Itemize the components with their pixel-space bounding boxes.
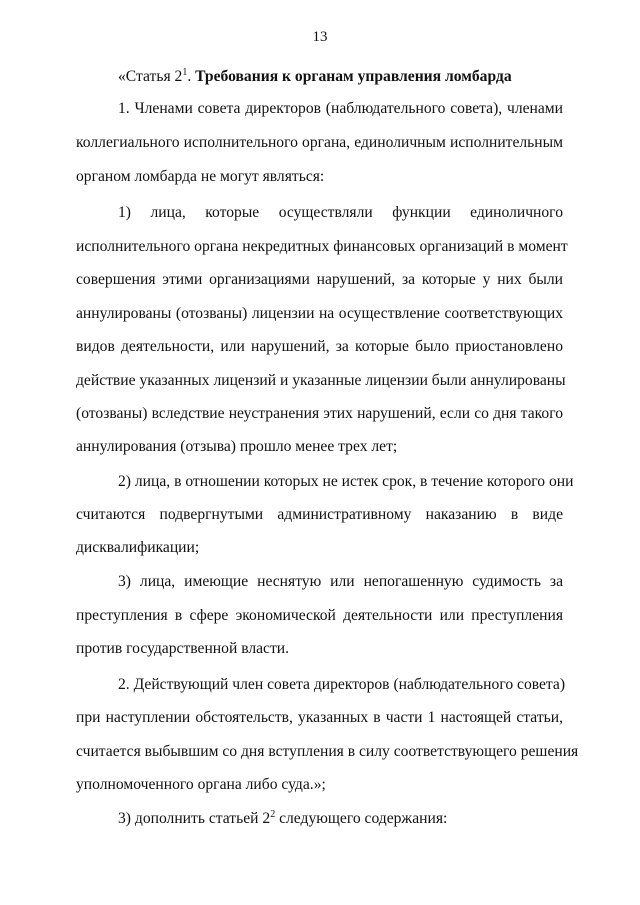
article-heading-title: Требования к органам управления ломбарда: [195, 68, 512, 85]
text-line: уполномоченного органа либо суда.»;: [76, 776, 326, 793]
text-line: аннулированы (отозваны) лицензии на осуществление соответствующих: [76, 305, 563, 322]
text-line: действие указанных лицензий и указанные лицензии были аннулированы: [76, 372, 566, 389]
text-line: органом ломбарда не могут являться:: [76, 168, 325, 185]
last-line-prefix: 3) дополнить статьей 2: [118, 810, 271, 827]
text-line: считается выбывшим со дня вступления в силу соответствующего решения: [76, 743, 579, 760]
text-line: при наступлении обстоятельств, указанных в части 1 настоящей статьи,: [76, 709, 563, 726]
article-heading-suffix: .: [187, 68, 196, 85]
article-heading-prefix: «Статья 2: [118, 68, 183, 85]
text-line: (отозваны) вследствие неустранения этих нарушений, если со дня такого: [76, 405, 563, 422]
page-number: 13: [312, 29, 328, 45]
text-line: 2) лица, в отношении которых не истек срок, в течение которого они: [118, 473, 574, 490]
article-heading: [118, 67, 563, 87]
text-line: совершения этими организациями нарушений, за которые у них были: [76, 271, 563, 288]
text-line: аннулирования (отзыва) прошло менее трех лет;: [76, 438, 398, 455]
text-line: коллегиального исполнительного органа, единоличным исполнительным: [76, 134, 563, 151]
last-line-sup: 2: [270, 809, 276, 820]
last-line: [118, 809, 563, 829]
text-line: 2. Действующий член совета директоров (наблюдательного совета): [118, 676, 566, 693]
text-line: исполнительного органа некредитных финансовых организаций в момент: [76, 238, 568, 255]
text-line: дисквалификации;: [76, 539, 200, 556]
text-line: видов деятельности, или нарушений, за которые было приостановлено: [76, 338, 563, 355]
article-heading-sup: 1: [182, 67, 188, 78]
text-line: 1) лица, которые осуществляли функции единоличного: [118, 204, 563, 221]
text-line: 3) лица, имеющие неснятую или непогашенную судимость за: [118, 573, 563, 590]
last-line-suffix: следующего содержания:: [275, 810, 448, 827]
text-line: против государственной власти.: [76, 640, 290, 657]
text-line: преступления в сфере экономической деятельности или преступления: [76, 607, 563, 624]
text-line: 1. Членами совета директоров (наблюдательного совета), членами: [118, 100, 563, 117]
text-line: считаются подвергнутыми административному наказанию в виде: [76, 506, 563, 523]
